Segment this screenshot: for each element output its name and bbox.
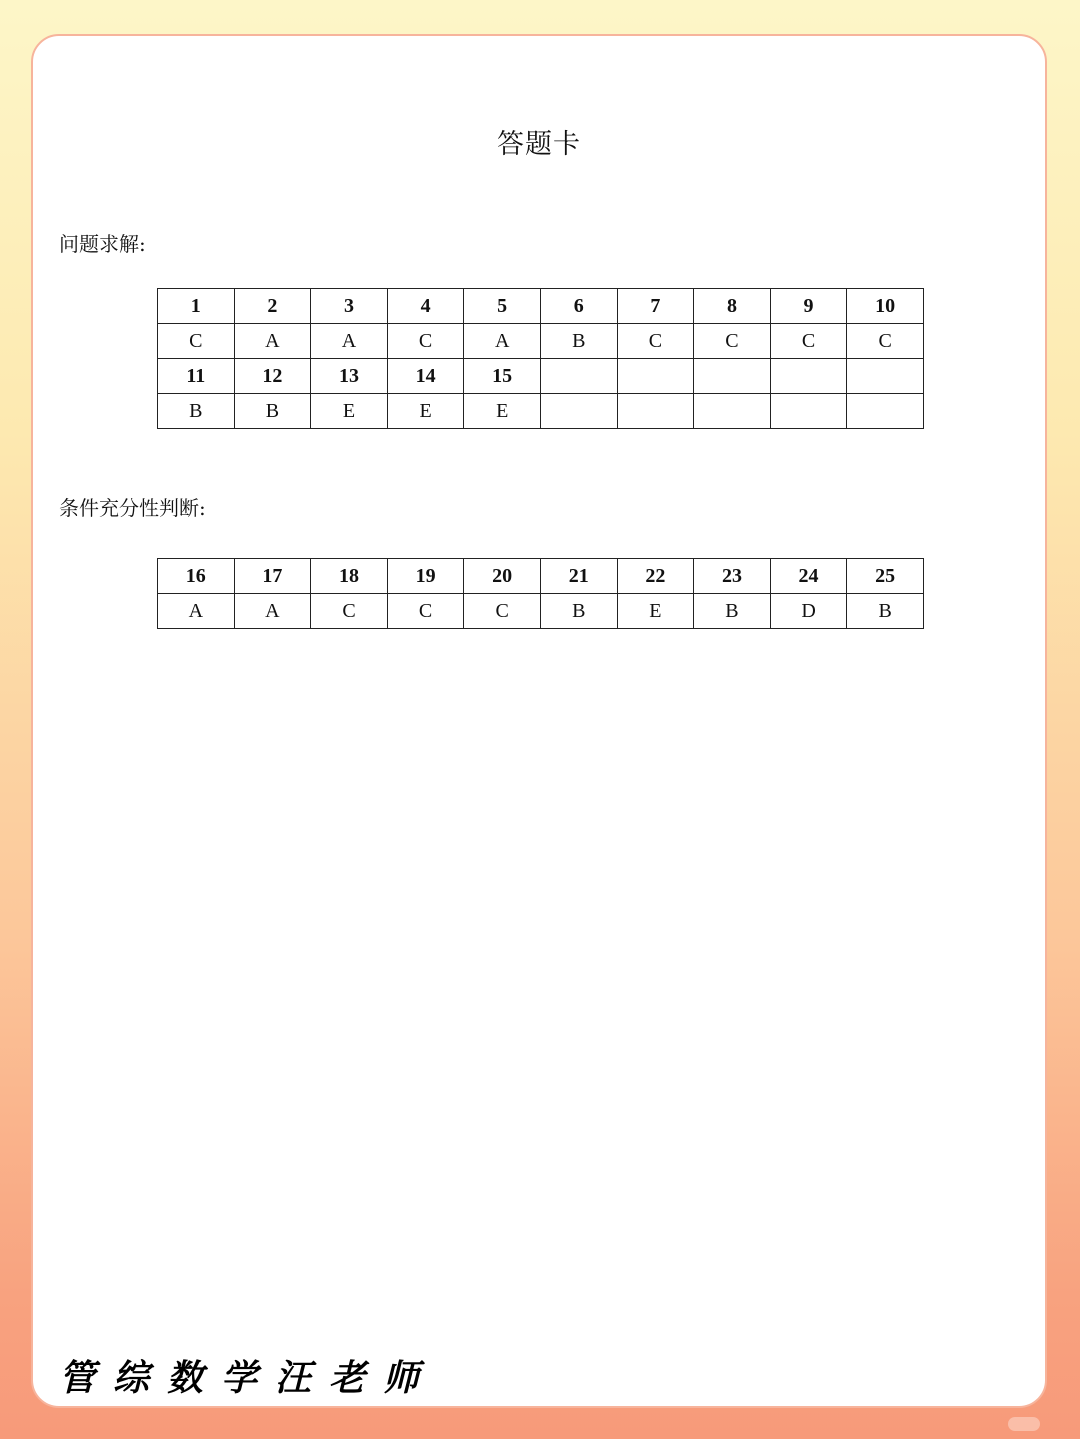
answer-cell: A xyxy=(234,324,311,359)
question-number-cell: 5 xyxy=(464,289,541,324)
question-number-cell: 7 xyxy=(617,289,694,324)
question-number-row xyxy=(158,559,924,594)
question-number-cell: 8 xyxy=(694,289,771,324)
answer-cell xyxy=(540,394,617,429)
question-number-cell: 3 xyxy=(311,289,388,324)
answer-cell xyxy=(694,394,771,429)
question-number-cell: 25 xyxy=(847,559,924,594)
answer-cell: B xyxy=(540,324,617,359)
answer-cell: C xyxy=(311,594,388,629)
question-number-row xyxy=(158,289,924,324)
answer-cell: B xyxy=(847,594,924,629)
answer-cell: A xyxy=(158,594,235,629)
question-number-cell: 1 xyxy=(158,289,235,324)
answer-cell xyxy=(847,394,924,429)
question-number-cell: 16 xyxy=(158,559,235,594)
question-number-cell: 10 xyxy=(847,289,924,324)
answer-cell: C xyxy=(694,324,771,359)
question-number-cell: 4 xyxy=(387,289,464,324)
section-problem-solving-label: 问题求解: xyxy=(59,232,146,256)
answer-cell: C xyxy=(158,324,235,359)
question-number-cell: 15 xyxy=(464,359,541,394)
question-number-cell: 13 xyxy=(311,359,388,394)
answer-cell: E xyxy=(617,594,694,629)
answer-cell: C xyxy=(617,324,694,359)
answer-cell: E xyxy=(311,394,388,429)
question-number-cell: 9 xyxy=(770,289,847,324)
question-number-cell: 18 xyxy=(311,559,388,594)
answer-row xyxy=(158,594,924,629)
question-number-cell: 2 xyxy=(234,289,311,324)
question-number-cell xyxy=(694,359,771,394)
section-sufficiency-label: 条件充分性判断: xyxy=(59,496,206,520)
answer-cell: C xyxy=(387,324,464,359)
question-number-cell: 17 xyxy=(234,559,311,594)
answer-cell: C xyxy=(770,324,847,359)
answer-cell: B xyxy=(234,394,311,429)
answer-cell: E xyxy=(387,394,464,429)
answer-cell: C xyxy=(464,594,541,629)
problem-solving-table xyxy=(157,288,924,429)
answer-cell: B xyxy=(694,594,771,629)
author-signature: 管综数学汪老师 xyxy=(59,1357,438,1399)
question-number-cell xyxy=(540,359,617,394)
answer-cell: B xyxy=(540,594,617,629)
question-number-cell: 19 xyxy=(387,559,464,594)
answer-cell: C xyxy=(847,324,924,359)
answer-cell xyxy=(770,394,847,429)
sufficiency-table xyxy=(157,558,924,629)
answer-cell: A xyxy=(311,324,388,359)
watermark-mark xyxy=(1008,1417,1040,1431)
question-number-cell: 12 xyxy=(234,359,311,394)
question-number-cell: 14 xyxy=(387,359,464,394)
answer-cell xyxy=(617,394,694,429)
question-number-cell: 11 xyxy=(158,359,235,394)
answer-cell: D xyxy=(770,594,847,629)
answer-cell: B xyxy=(158,394,235,429)
page-title: 答题卡 xyxy=(497,129,581,160)
answer-cell: A xyxy=(234,594,311,629)
question-number-cell: 22 xyxy=(617,559,694,594)
question-number-cell xyxy=(847,359,924,394)
question-number-cell: 23 xyxy=(694,559,771,594)
answer-cell: C xyxy=(387,594,464,629)
question-number-cell xyxy=(770,359,847,394)
answer-cell: E xyxy=(464,394,541,429)
question-number-cell: 24 xyxy=(770,559,847,594)
question-number-cell: 20 xyxy=(464,559,541,594)
answer-row xyxy=(158,394,924,429)
question-number-cell: 6 xyxy=(540,289,617,324)
answer-row xyxy=(158,324,924,359)
question-number-cell: 21 xyxy=(540,559,617,594)
question-number-row xyxy=(158,359,924,394)
question-number-cell xyxy=(617,359,694,394)
answer-card xyxy=(31,34,1047,1408)
answer-cell: A xyxy=(464,324,541,359)
